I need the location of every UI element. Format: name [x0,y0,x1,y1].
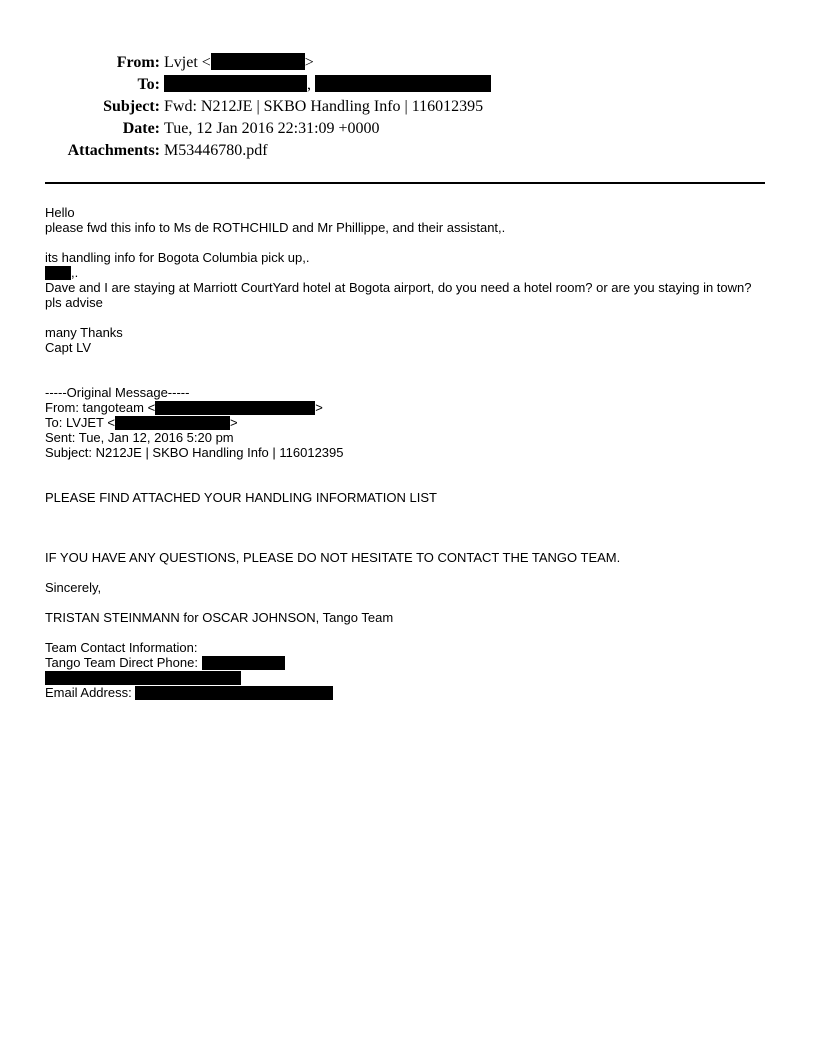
original-sent: Sent: Tue, Jan 12, 2016 5:20 pm [45,430,234,445]
attachments-label: Attachments: [67,142,160,159]
message-body [45,205,775,700]
questions-line: IF YOU HAVE ANY QUESTIONS, PLEASE DO NOT HESITATE TO CONTACT THE TANGO TEAM. [45,550,621,565]
date-value: Tue, 12 Jan 2016 22:31:09 +0000 [164,120,380,137]
redaction-block [211,53,305,70]
from-label: From: [116,54,160,71]
thanks-line: many Thanks [45,325,123,340]
body-line: Dave and I are staying at Marriott CourtYard hotel at Bogota airport, do you need a hotel room? or are you staying in town? [45,280,752,295]
body-line [45,265,775,280]
signature: Capt LV [45,340,92,355]
sender-line: TRISTAN STEINMANN for OSCAR JOHNSON, Tango Team [45,610,394,625]
from-value [164,52,314,74]
date-label: Date: [122,120,160,137]
redaction-block [135,686,333,700]
subject-row [0,96,816,118]
date-row [0,118,816,140]
subject-label: Subject: [103,98,160,115]
redaction-block [164,75,307,92]
body-line: pls advise [45,295,103,310]
redaction-block [202,656,285,670]
subject-value: Fwd: N212JE | SKBO Handling Info | 116012395 [164,98,484,115]
from-name: Lvjet < [164,54,211,71]
contact-heading: Team Contact Information: [45,640,198,655]
original-message-divider: -----Original Message----- [45,385,190,400]
redaction-block [315,75,491,92]
attachment-filename[interactable]: M53446780.pdf [164,142,268,159]
to-separator: , [307,76,311,93]
redacted-line [45,670,775,685]
to-label: To: [137,76,160,93]
redaction-block [45,266,71,280]
redaction-block [155,401,315,415]
original-from: From: tangoteam < > [45,400,323,415]
header-divider [45,182,765,184]
body-line: its handling info for Bogota Columbia pick up,. [45,250,310,265]
original-subject: Subject: N212JE | SKBO Handling Info | 116012395 [45,445,344,460]
redaction-block [45,671,241,685]
greeting: Hello [45,205,75,220]
to-row [0,74,816,96]
from-bracket: > [304,54,314,71]
body-line-suffix: ,. [71,265,79,280]
to-value [164,74,491,96]
from-row [0,52,816,74]
redaction-block [115,416,230,430]
direct-phone-line: Tango Team Direct Phone: [45,655,775,670]
email-address-line: Email Address: [45,685,775,700]
handling-notice: PLEASE FIND ATTACHED YOUR HANDLING INFORMATION LIST [45,490,437,505]
attachments-row [0,140,816,162]
sincerely-line: Sincerely, [45,580,102,595]
original-to: To: LVJET < > [45,415,238,430]
body-line: please fwd this info to Ms de ROTHCHILD and Mr Phillippe, and their assistant,. [45,220,506,235]
